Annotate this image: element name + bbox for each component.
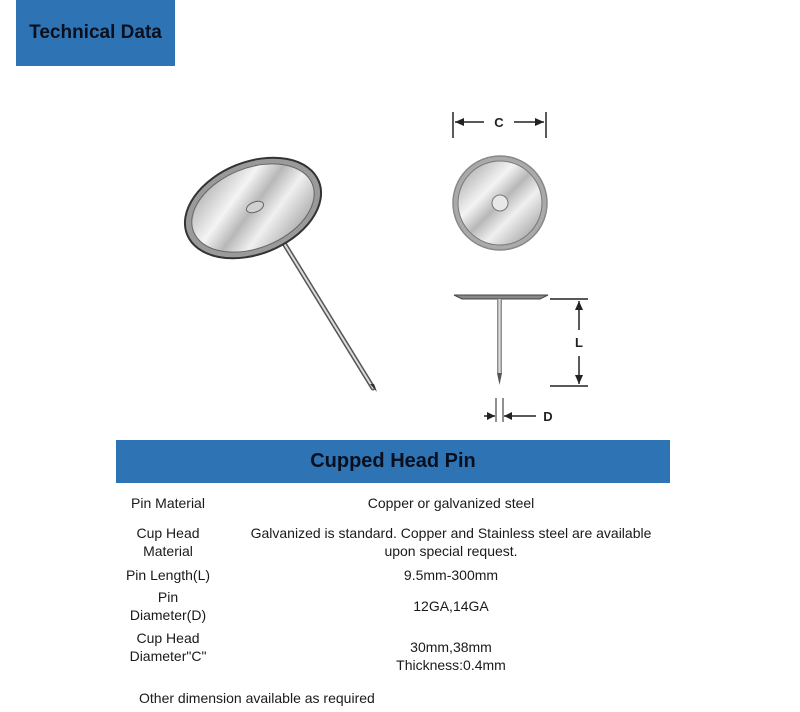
- spec-value-line: upon special request.: [384, 543, 518, 559]
- spec-label: Pin Material: [131, 495, 205, 511]
- spec-label-line: Material: [143, 543, 193, 559]
- top-view-drawing: [453, 112, 547, 250]
- spec-table-header: [116, 440, 670, 483]
- spec-label-line: Pin: [157, 589, 179, 605]
- side-view-drawing: [454, 295, 588, 424]
- spec-row-pin-material: [116, 494, 670, 512]
- spec-label-line: Cup Head: [136, 630, 200, 646]
- spec-label-line: Diameter"C": [129, 648, 207, 664]
- technical-data-title: Technical Data: [29, 22, 162, 43]
- spec-label: [116, 588, 220, 624]
- spec-value: 9.5mm-300mm: [403, 567, 499, 583]
- spec-value-line: Thickness:0.4mm: [396, 657, 506, 673]
- spec-label: Pin Length(L): [125, 567, 211, 583]
- spec-label: [116, 629, 220, 674]
- perspective-pin-drawing: [170, 139, 377, 392]
- spec-value: Copper or galvanized steel: [367, 495, 535, 511]
- dimension-d-label: D: [543, 409, 553, 424]
- spec-value-line: Galvanized is standard. Copper and Stainless steel are available: [250, 525, 652, 541]
- spec-value: [220, 629, 670, 674]
- spec-value: 12GA,14GA: [413, 598, 489, 614]
- spec-row-pin-diameter: [116, 588, 670, 624]
- dimension-c-label: C: [494, 115, 504, 130]
- spec-label: [116, 524, 220, 560]
- spec-row-pin-length: [116, 566, 670, 584]
- dimension-l-label: L: [575, 335, 583, 350]
- spec-value-line: 30mm,38mm: [410, 639, 492, 655]
- spec-label-line: Diameter(D): [129, 607, 207, 623]
- spec-table-title: Cupped Head Pin: [310, 450, 476, 472]
- spec-label-line: Cup Head: [136, 525, 200, 541]
- spec-value: [220, 524, 670, 560]
- footnote: Other dimension available as required: [139, 690, 375, 706]
- spec-row-cup-head-diameter: [116, 629, 670, 674]
- spec-row-cup-head-material: [116, 524, 670, 560]
